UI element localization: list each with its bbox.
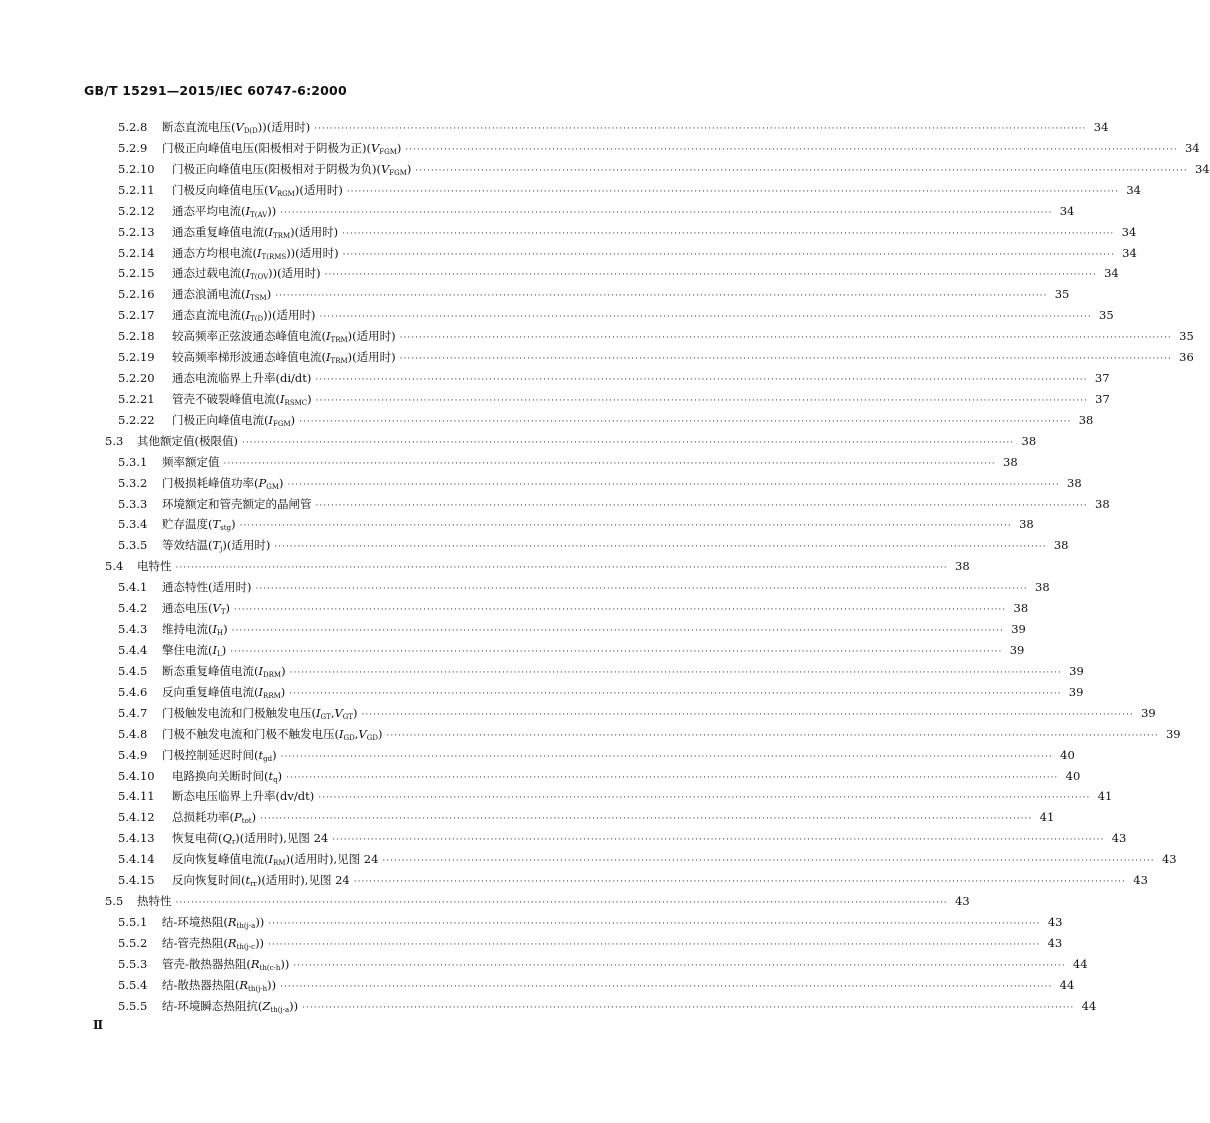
toc-entry-title: 通态特性(适用时) (162, 580, 252, 595)
toc-entry-title: 热特性 (137, 894, 172, 909)
toc-entry-page: 38 (1067, 475, 1082, 490)
toc-leader-dots: ········································································································································································································ (399, 333, 1172, 344)
toc-entry-title: 擎住电流$(I_L)$ (162, 643, 227, 658)
toc-entry-page: 44 (1059, 977, 1075, 992)
toc-leader-dots: ········································································································································································································ (233, 605, 1007, 616)
toc-entry-number: 5.4.10 (118, 768, 155, 783)
toc-entry-title: 门极损耗峰值功率$(P_{GM})$ (162, 475, 284, 491)
toc-entry[interactable] (0, 954, 1088, 974)
toc-entry[interactable] (0, 222, 1137, 242)
toc-entry-title: 断态直流电压$(V_{D(D})$)(适用时) (162, 120, 311, 135)
toc-entry-number: 5.2.11 (118, 182, 155, 197)
toc-entry-number: 5.3.4 (118, 517, 148, 532)
toc-entry-page: 34 (1184, 140, 1200, 155)
toc-entry-page: 43 (1111, 831, 1127, 846)
toc-entry-page: 38 (1021, 433, 1037, 448)
toc-entry[interactable] (0, 870, 1148, 890)
toc-entry-page: 38 (1053, 538, 1069, 553)
toc-entry-number: 5.2.12 (118, 203, 155, 218)
toc-entry-number: 5.5.4 (118, 977, 148, 992)
toc-entry-page: 37 (1095, 391, 1110, 406)
toc-entry[interactable] (0, 117, 1109, 137)
toc-entry[interactable] (0, 724, 1181, 744)
toc-entry-title: 反向重复峰值电流$(I_{RRM})$ (162, 684, 286, 700)
toc-entry-number: 5.5.5 (118, 998, 148, 1013)
toc-entry-number: 5.4.2 (118, 601, 148, 616)
toc-entry-page: 43 (1047, 935, 1063, 950)
toc-leader-dots: ········································································································································································································ (299, 416, 1072, 427)
toc-entry[interactable] (0, 284, 1070, 304)
toc-entry-title: 结-散热器热阻$(R_{th(j-h})$) (162, 977, 277, 993)
toc-entry-page: 39 (1141, 705, 1156, 720)
toc-entry-page: 34 (1122, 245, 1137, 260)
toc-leader-dots: ········································································································································································································ (415, 165, 1188, 176)
toc-entry-page: 34 (1093, 120, 1109, 134)
toc-leader-dots: ········································································································································································································ (342, 228, 1115, 239)
toc-entry-number: 5.4.8 (118, 726, 148, 741)
toc-entry-number: 5.5.3 (118, 956, 148, 971)
toc-entry-title: 通态电流临界上升率(di/dt) (172, 371, 312, 386)
toc-entry[interactable] (0, 263, 1119, 283)
toc-leader-dots: ········································································································································································································ (268, 939, 1041, 950)
toc-entry[interactable] (0, 473, 1082, 493)
toc-entry-page: 38 (1095, 496, 1110, 511)
toc-entry-title: 频率额定值 (162, 454, 220, 469)
toc-entry-page: 41 (1097, 789, 1113, 804)
toc-entry-title: 结-管壳热阻$(R_{th(j-c})$) (162, 935, 265, 951)
page-number: Ⅱ (93, 1018, 104, 1032)
toc-entry-title: 门极反向峰值电压$(V_{RGM})$(适用时) (172, 182, 343, 198)
toc-entry-page: 40 (1060, 747, 1075, 762)
toc-leader-dots: ········································································································································································································ (332, 835, 1105, 846)
toc-leader-dots: ········································································································································································································ (223, 458, 996, 469)
toc-leader-dots: ········································································································································································································ (342, 249, 1115, 260)
toc-entry-number: 5.4.15 (118, 873, 155, 888)
toc-leader-dots: ········································································································································································································ (346, 186, 1119, 197)
toc-entry-number: 5.2.21 (118, 391, 155, 406)
toc-entry-title: 管壳不破裂峰值电流$(I_{RSMC})$ (172, 391, 312, 407)
toc-entry-page: 34 (1126, 182, 1141, 197)
toc-leader-dots: ········································································································································································································ (175, 563, 948, 574)
toc-leader-dots: ········································································································································································································ (382, 856, 1155, 867)
toc-leader-dots: ········································································································································································································ (315, 395, 1088, 406)
toc-entry-page: 40 (1065, 768, 1081, 783)
toc-entry-number: 5.4.9 (118, 747, 148, 762)
toc-entry-title: 通态直流电流$(I_{T(D})$)(适用时) (172, 308, 316, 324)
toc-entry-title: 断态重复峰值电流$(I_{DRM})$ (162, 663, 286, 679)
toc-leader-dots: ········································································································································································································ (268, 918, 1041, 929)
toc-entry-page: 38 (955, 559, 970, 574)
toc-entry[interactable] (0, 410, 1094, 430)
toc-entry-number: 5.4.12 (118, 810, 155, 825)
toc-entry-number: 5.5.1 (118, 914, 148, 929)
toc-entry-number: 5.3.5 (118, 538, 148, 553)
toc-entry-title: 通态过载电流$(I_{T(OV})$)(适用时) (172, 266, 321, 282)
toc-entry[interactable] (0, 598, 1029, 618)
toc-entry-number: 5.3.2 (118, 475, 148, 490)
toc-entry-number: 5.4.1 (118, 580, 148, 595)
toc-entry-title: 恢复电荷$(Q_r)$(适用时),见图 24 (172, 831, 329, 847)
toc-entry-number: 5.2.13 (118, 224, 155, 239)
toc-entry-title: 维持电流$(I_H)$ (162, 622, 228, 638)
toc-entry-number: 5.2.18 (118, 329, 155, 344)
toc-entry-page: 43 (1133, 873, 1148, 888)
toc-entry-number: 5.4.11 (118, 789, 155, 804)
toc-entry-number: 5.2.9 (118, 140, 148, 155)
toc-leader-dots: ········································································································································································································ (280, 981, 1053, 992)
toc-leader-dots: ········································································································································································································ (386, 730, 1159, 741)
toc-entry[interactable] (0, 452, 1018, 472)
toc-entry-title: 门极触发电流和门极触发电压$(I_{GT},V_{GT})$ (162, 705, 358, 721)
toc-entry-page: 38 (1019, 517, 1034, 532)
toc-entry[interactable] (0, 912, 1063, 932)
toc-entry-title: 反向恢复峰值电流$(I_{RM})$(适用时),见图 24 (172, 852, 379, 868)
toc-entry-title: 通态方均根电流$(I_{T(RMS})$)(适用时) (172, 245, 339, 261)
toc-entry[interactable] (0, 138, 1200, 158)
toc-entry-title: 电路换向关断时间$(t_q)$ (172, 768, 283, 784)
toc-entry-page: 34 (1059, 203, 1075, 218)
toc-entry-page: 36 (1179, 350, 1194, 365)
toc-entry-title: 通态平均电流$(I_{T(AV})$) (172, 203, 277, 219)
toc-leader-dots: ········································································································································································································ (230, 647, 1003, 657)
toc-leader-dots: ········································································································································································································ (175, 898, 948, 909)
toc-entry-number: 5.4.4 (118, 643, 148, 657)
toc-leader-dots: ········································································································································································································ (255, 584, 1028, 595)
toc-entry-page: 43 (955, 894, 970, 909)
toc-entry[interactable] (0, 828, 1127, 848)
toc-entry-number: 5.2.19 (118, 350, 155, 365)
toc-entry-title: 门极不触发电流和门极不触发电压$(I_{GD},V_{GD})$ (162, 726, 383, 742)
toc-entry[interactable] (0, 556, 970, 576)
toc-entry-title: 断态电压临界上升率(dv/dt) (172, 789, 315, 804)
toc-entry[interactable] (0, 891, 970, 911)
toc-entry-page: 43 (1161, 852, 1177, 867)
toc-entry-number: 5.3 (105, 433, 124, 448)
toc-entry-number: 5.5 (105, 894, 124, 909)
toc-entry-number: 5.4.13 (118, 831, 155, 846)
toc-entry[interactable] (0, 807, 1055, 827)
toc-entry-number: 5.4 (105, 559, 124, 574)
toc-entry-title: 通态浪涌电流$(I_{TSM})$ (172, 287, 272, 303)
toc-entry-number: 5.3.3 (118, 496, 148, 511)
toc-entry-title: 贮存温度$(T_{stg})$ (162, 517, 236, 533)
toc-entry-page: 38 (1078, 412, 1094, 427)
toc-entry[interactable] (0, 535, 1069, 555)
toc-entry-number: 5.2.15 (118, 266, 155, 281)
toc-entry-title: 结-环境热阻$(R_{th(j-a})$) (162, 914, 265, 930)
toc-entry-number: 5.4.5 (118, 663, 148, 678)
toc-entry[interactable] (0, 786, 1113, 806)
toc-entry-number: 5.2.10 (118, 161, 155, 176)
toc-entry-page: 37 (1094, 371, 1110, 386)
toc-entry-page: 39 (1068, 684, 1084, 699)
toc-entry[interactable] (0, 201, 1075, 221)
toc-entry[interactable] (0, 661, 1084, 681)
toc-entry-number: 5.5.2 (118, 935, 148, 950)
toc-entry-page: 38 (1013, 601, 1029, 616)
toc-entry-page: 38 (1003, 454, 1018, 469)
toc-entry-number: 5.2.16 (118, 287, 155, 302)
toc-entry-page: 39 (1069, 663, 1084, 678)
toc-entry-title: 通态重复峰值电流$(I_{TRM})$(适用时) (172, 224, 339, 240)
toc-leader-dots: ········································································································································································································ (361, 709, 1134, 720)
toc-entry-page: 35 (1179, 329, 1194, 344)
toc-leader-dots: ········································································································································································································ (275, 291, 1048, 302)
toc-entry[interactable] (0, 159, 1210, 179)
toc-entry-number: 5.2.17 (118, 308, 155, 323)
toc-leader-dots: ········································································································································································································ (289, 688, 1062, 699)
toc-entry-title: 总损耗功率$(P_{tot})$ (172, 810, 257, 826)
toc-entry[interactable] (0, 243, 1137, 263)
toc-entry-title: 其他额定值(极限值) (137, 433, 238, 448)
toc-entry[interactable] (0, 933, 1063, 953)
toc-entry[interactable] (0, 619, 1026, 639)
toc-leader-dots: ········································································································································································································ (318, 793, 1091, 804)
toc-entry[interactable] (0, 577, 1050, 597)
toc-leader-dots: ········································································································································································································ (280, 207, 1053, 218)
toc-leader-dots: ········································································································································································································ (239, 521, 1012, 532)
standard-header: GB/T 15291—2015/IEC 60747-6:2000 (84, 83, 347, 98)
toc-leader-dots: ········································································································································································································ (314, 124, 1087, 134)
toc-entry-number: 5.4.6 (118, 684, 148, 699)
toc-leader-dots: ········································································································································································································ (302, 1002, 1075, 1013)
toc-entry-page: 43 (1047, 914, 1063, 929)
toc-entry-number: 5.2.22 (118, 412, 155, 427)
toc-entry-title: 环境额定和管壳额定的晶闸管 (162, 496, 312, 511)
toc-entry[interactable] (0, 849, 1177, 869)
toc-leader-dots: ········································································································································································································ (315, 500, 1088, 511)
toc-entry-title: 较高频率梯形波通态峰值电流$(I_{TRM})$(适用时) (172, 350, 396, 366)
toc-entry-title: 通态电压$(V_T)$ (162, 601, 230, 617)
toc-entry-page: 44 (1081, 998, 1097, 1013)
toc-entry-title: 门极正向峰值电压(阳极相对于阴极为负)$(V_{FGM})$ (172, 161, 412, 177)
toc-entry-page: 34 (1121, 224, 1137, 239)
toc-entry-number: 5.3.1 (118, 454, 148, 469)
toc-entry-number: 5.2.14 (118, 245, 155, 260)
toc-entry[interactable] (0, 368, 1110, 388)
toc-entry-title: 门极控制延迟时间$(t_{gd})$ (162, 747, 277, 763)
toc-leader-dots: ········································································································································································································ (231, 626, 1004, 637)
toc-leader-dots: ········································································································································································································ (289, 667, 1062, 678)
toc-entry-number: 5.4.14 (118, 852, 155, 867)
toc-entry[interactable] (0, 305, 1114, 325)
toc-entry-page: 35 (1054, 287, 1070, 302)
toc-entry-page: 39 (1009, 643, 1025, 657)
toc-entry-page: 39 (1165, 726, 1181, 741)
toc-entry[interactable] (0, 975, 1075, 995)
toc-entry-title: 门极正向峰值电压(阳极相对于阴极为正)$(V_{FGM})$ (162, 140, 402, 156)
toc-leader-dots: ········································································································································································································ (280, 751, 1053, 762)
toc-entry-page: 39 (1011, 622, 1026, 637)
toc-entry-page: 38 (1035, 580, 1050, 595)
toc-entry-title: 电特性 (137, 559, 172, 574)
toc-entry-page: 44 (1072, 956, 1088, 971)
toc-entry-number: 5.4.7 (118, 705, 148, 720)
toc-leader-dots: ········································································································································································································ (293, 960, 1066, 971)
toc-entry[interactable] (0, 745, 1075, 765)
toc-leader-dots: ········································································································································································································ (399, 354, 1172, 365)
toc-leader-dots: ········································································································································································································ (241, 437, 1015, 448)
toc-entry[interactable] (0, 640, 1025, 660)
toc-entry[interactable] (0, 514, 1034, 534)
toc-entry-page: 34 (1104, 266, 1119, 281)
toc-entry-title: 门极正向峰值电流$(I_{FGM})$ (172, 412, 296, 428)
toc-entry-number: 5.2.8 (118, 120, 148, 134)
toc-entry-page: 41 (1039, 810, 1055, 825)
toc-entry[interactable] (0, 347, 1194, 367)
toc-entry[interactable] (0, 996, 1097, 1016)
toc-leader-dots: ········································································································································································································ (315, 375, 1088, 386)
toc-entry[interactable] (0, 389, 1110, 409)
toc-leader-dots: ········································································································································································································ (405, 144, 1178, 155)
toc-entry-title: 结-环境瞬态热阻抗$(Z_{th(j-a})$) (162, 998, 299, 1014)
toc-entry-number: 5.2.20 (118, 371, 155, 386)
toc-entry-title: 反向恢复时间$(t_{rr})$(适用时),见图 24 (172, 873, 350, 889)
toc-leader-dots: ········································································································································································································ (287, 479, 1060, 490)
toc-entry-title: 等效结温$(T_j)$(适用时) (162, 538, 271, 554)
toc-entry[interactable] (0, 431, 1037, 451)
toc-leader-dots: ········································································································································································································ (319, 312, 1092, 323)
toc-entry[interactable] (0, 766, 1081, 786)
toc-entry-page: 34 (1194, 161, 1210, 176)
toc-leader-dots: ········································································································································································································ (324, 270, 1097, 281)
toc-entry[interactable] (0, 494, 1110, 514)
toc-entry[interactable] (0, 180, 1141, 200)
toc-entry-page: 35 (1099, 308, 1114, 323)
toc-entry-title: 管壳-散热器热阻$(R_{th(c-h})$) (162, 956, 290, 972)
toc-entry-title: 较高频率正弦波通态峰值电流$(I_{TRM})$(适用时) (172, 329, 396, 345)
toc-entry-number: 5.4.3 (118, 622, 148, 637)
toc-entry[interactable] (0, 703, 1156, 723)
toc-leader-dots: ········································································································································································································ (260, 814, 1033, 825)
toc-entry[interactable] (0, 326, 1194, 346)
toc-leader-dots: ········································································································································································································ (274, 542, 1047, 553)
toc-leader-dots: ········································································································································································································ (353, 877, 1126, 888)
toc-leader-dots: ········································································································································································································ (286, 772, 1059, 783)
toc-entry[interactable] (0, 682, 1084, 702)
